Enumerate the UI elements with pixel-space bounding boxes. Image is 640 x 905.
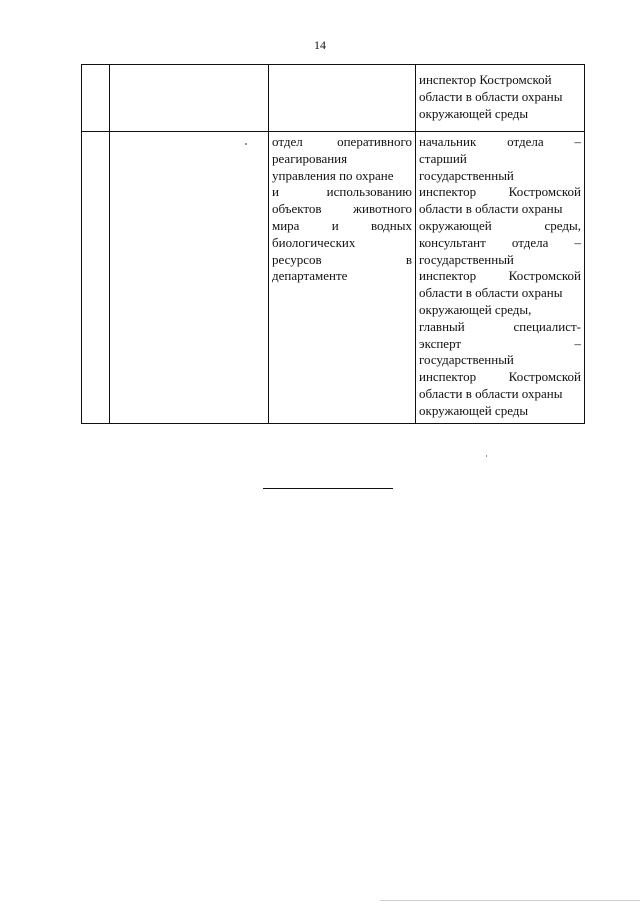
- text-fragment: эксперт: [419, 335, 462, 351]
- text-line: [272, 151, 412, 168]
- text-fragment: главный: [419, 318, 465, 334]
- table-row: [82, 65, 585, 132]
- text-fragment: и: [272, 184, 279, 200]
- text-line: [272, 134, 412, 151]
- text-fragment: отдела: [511, 234, 549, 250]
- table-cell-positions: [416, 65, 585, 132]
- end-separator-line: [263, 488, 393, 489]
- text-line: [272, 268, 412, 285]
- table-cell-number: [82, 65, 110, 132]
- scan-speck: [486, 455, 487, 457]
- text-line: [419, 336, 581, 353]
- text-line: [419, 352, 581, 369]
- table-cell-unit: [269, 132, 416, 424]
- text-line: [419, 252, 581, 269]
- text-fragment: в: [405, 251, 412, 267]
- text-fragment: консультант: [419, 234, 486, 250]
- text-fragment: окружающей среды,: [419, 301, 532, 317]
- text-line: [419, 235, 581, 252]
- text-fragment: управления по охране: [272, 167, 394, 183]
- text-fragment: Костромской: [508, 369, 581, 385]
- text-fragment: Костромской: [508, 184, 581, 200]
- text-fragment: государственный: [419, 251, 514, 267]
- table-cell-number: [82, 132, 110, 424]
- text-line: [419, 403, 581, 420]
- text-line: окружающей среды: [419, 105, 529, 121]
- document-table: [81, 64, 585, 424]
- text-fragment: Костромской: [508, 268, 581, 284]
- text-line: [419, 151, 581, 168]
- text-line: [419, 201, 581, 218]
- text-line: [419, 268, 581, 285]
- text-line: [419, 134, 581, 151]
- table-cell-name: [110, 132, 269, 424]
- text-fragment: –: [574, 234, 581, 250]
- text-line: [419, 184, 581, 201]
- table-cell-name: [110, 65, 269, 132]
- text-fragment: специалист-: [513, 318, 581, 334]
- text-fragment: начальник: [419, 134, 477, 149]
- text-fragment: –: [574, 335, 581, 351]
- text-line: [272, 168, 412, 185]
- text-fragment: мира: [272, 217, 300, 233]
- text-fragment: области в области охраны: [419, 285, 563, 301]
- text-line: [419, 386, 581, 403]
- text-fragment: ресурсов: [272, 251, 322, 267]
- text-fragment: области в области охраны: [419, 385, 563, 401]
- text-fragment: инспектор: [419, 184, 477, 200]
- text-fragment: и: [331, 217, 339, 233]
- text-line: [272, 252, 412, 269]
- text-line: [419, 72, 581, 89]
- text-fragment: животного: [353, 201, 412, 217]
- text-line: [272, 184, 412, 201]
- text-fragment: отдел: [272, 134, 303, 149]
- text-fragment: инспектор: [419, 268, 477, 284]
- scan-speck: [245, 143, 247, 145]
- text-fragment: государственный: [419, 352, 514, 368]
- text-fragment: области в области охраны: [419, 201, 563, 217]
- text-fragment: государственный: [419, 167, 514, 183]
- text-fragment: среды,: [544, 217, 581, 233]
- page-number: 14: [314, 38, 326, 52]
- text-fragment: реагирования: [272, 150, 348, 166]
- text-line: [419, 302, 581, 319]
- text-line: области в области охраны: [419, 88, 563, 104]
- text-line: [419, 218, 581, 235]
- table-row: [82, 132, 585, 424]
- text-fragment: инспектор Костромской: [419, 72, 552, 87]
- text-fragment: –: [574, 134, 581, 149]
- text-line: [272, 218, 412, 235]
- text-fragment: старший: [419, 150, 467, 166]
- text-fragment: инспектор: [419, 369, 477, 385]
- scan-edge: [380, 900, 640, 901]
- text-fragment: использованию: [326, 184, 412, 200]
- text-line: [419, 319, 581, 336]
- table-cell-positions: [416, 132, 585, 424]
- text-fragment: окружающей среды: [419, 402, 529, 418]
- text-fragment: отдела: [507, 134, 544, 149]
- text-line: [419, 168, 581, 185]
- table-cell-unit: [269, 65, 416, 132]
- text-fragment: биологических: [272, 234, 356, 250]
- text-line: [419, 369, 581, 386]
- text-line: [419, 285, 581, 302]
- text-line: [272, 201, 412, 218]
- text-line: [272, 235, 412, 252]
- text-fragment: объектов: [272, 201, 322, 217]
- text-fragment: водных: [371, 217, 412, 233]
- text-fragment: оперативного: [337, 134, 412, 149]
- text-fragment: окружающей: [419, 217, 492, 233]
- text-fragment: департаменте: [272, 268, 348, 284]
